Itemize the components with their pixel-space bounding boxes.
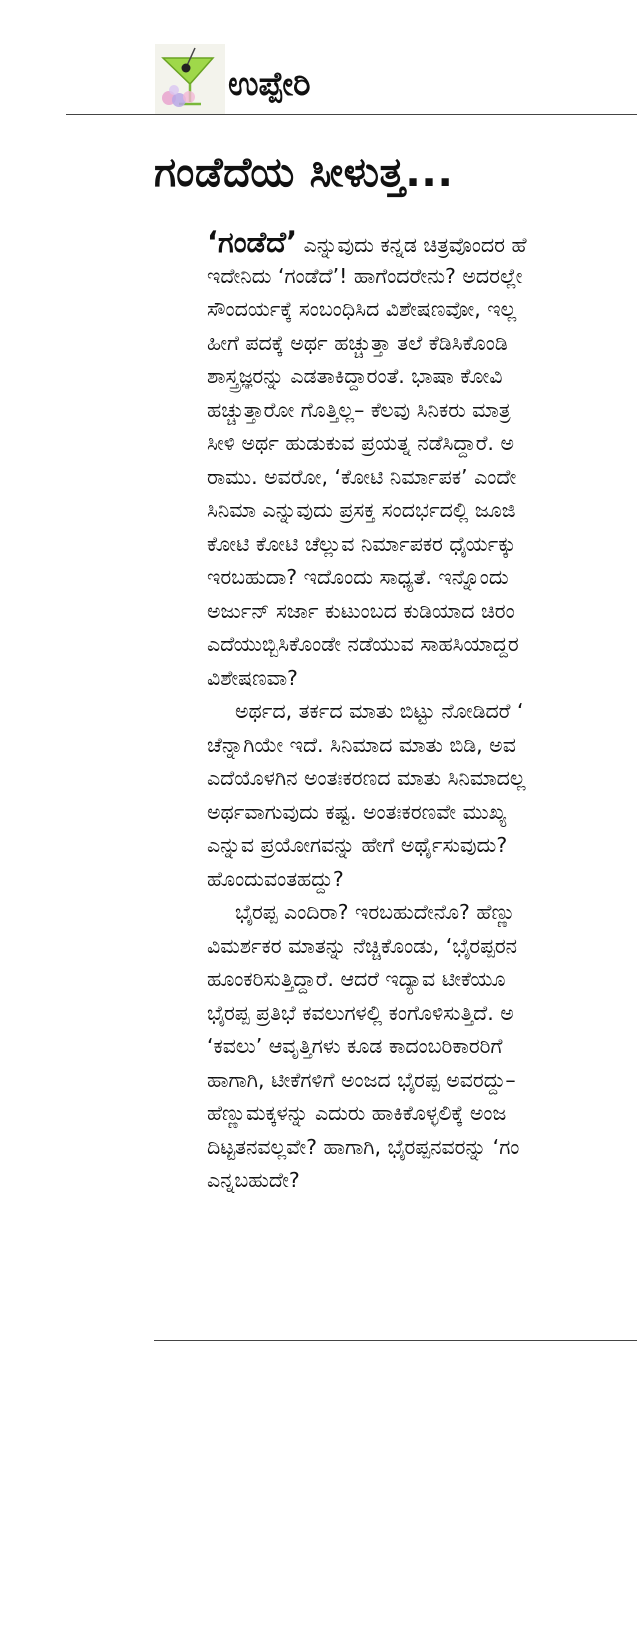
article-line bbox=[207, 528, 637, 562]
article-line bbox=[207, 427, 637, 461]
article-line bbox=[207, 1030, 637, 1064]
article-line-text: ಭೈರಪ್ಪ ಪ್ರತಿಭೆ ಕವಲುಗಳಲ್ಲಿ ಕಂಗೊಳಿಸುತ್ತಿದೆ. ಅ bbox=[207, 1000, 514, 1025]
article-line-text: ಭೈರಪ್ಪ ಎಂದಿರಾ? ಇರಬಹುದೇನೊ? ಹೆಣ್ಣು bbox=[235, 900, 516, 924]
section-name: ಉಪ್ಪೇರಿ bbox=[228, 64, 311, 103]
article-line bbox=[207, 327, 637, 361]
article-line-text: ಅರ್ಥದ, ತರ್ಕದ ಮಾತು ಬಿಟ್ಟು ನೋಡಿದರೆ ‘ bbox=[235, 699, 524, 723]
article-line-text: ಅರ್ಜುನ್ ಸರ್ಜಾ ಕುಟುಂಬದ ಕುಡಿಯಾದ ಚಿರಂ bbox=[207, 598, 515, 623]
article-line-text: ಸಿನಿಮಾ ಎನ್ನುವುದು ಪ್ರಸಕ್ತ ಸಂದರ್ಭದಲ್ಲಿ ಜೂಜಿ bbox=[207, 498, 516, 522]
article-line bbox=[207, 863, 637, 897]
article-line-text: ಶಾಸ್ತ್ರಜ್ಞರನ್ನು ಎಡತಾಕಿದ್ದಾರಂತೆ. ಭಾಷಾ ಕೋವಿ bbox=[207, 364, 503, 388]
article-line bbox=[207, 829, 637, 863]
article-line bbox=[207, 461, 637, 495]
article-line bbox=[207, 963, 637, 997]
article-line-text: ಎನ್ನಬಹುದೇ? bbox=[207, 1168, 300, 1192]
cocktail-glass-icon bbox=[155, 44, 225, 114]
article-line-text: ಹೀಗೆ ಪದಕ್ಕೆ ಅರ್ಥ ಹಚ್ಚುತ್ತಾ ತಲೆ ಕೆಡಿಸಿಕೊಂಡಿ bbox=[207, 330, 508, 355]
article-line bbox=[207, 260, 637, 294]
article-line bbox=[207, 595, 637, 629]
article-line-text: ‘ಕವಲು’ ಆವೃತ್ತಿಗಳು ಕೂಡ ಕಾದಂಬರಿಕಾರರಿಗೆ bbox=[207, 1034, 503, 1058]
article-line-text: ಅರ್ಥವಾಗುವುದು ಕಷ್ಟ. ಅಂತಃಕರಣವೇ ಮುಖ್ಯ bbox=[207, 799, 507, 824]
article-line-text: ಹೆಣ್ಣುಮಕ್ಕಳನ್ನು ಎದುರು ಹಾಕಿಕೊಳ್ಳಲಿಕ್ಕೆ ಅಂಜ bbox=[207, 1101, 507, 1125]
footer-divider bbox=[154, 1340, 637, 1341]
article-lead-word: ‘ಗಂಡೆದೆ’ bbox=[207, 226, 298, 259]
article-line bbox=[207, 1131, 637, 1165]
article-line-text: ಚೆನ್ನಾಗಿಯೇ ಇದೆ. ಸಿನಿಮಾದ ಮಾತು ಬಿಡಿ, ಅವ bbox=[207, 732, 516, 757]
article-line-text: ದಿಟ್ಟತನವಲ್ಲವೇ? ಹಾಗಾಗಿ, ಭೈರಪ್ಪನವರನ್ನು ‘ಗಂ bbox=[207, 1134, 520, 1159]
article-line-text: ವಿಮರ್ಶಕರ ಮಾತನ್ನು ನೆಚ್ಚಿಕೊಂಡು, ‘ಭೈರಪ್ಪರನ bbox=[207, 933, 518, 958]
article-line-text: ಹಾಗಾಗಿ, ಟೀಕೆಗಳಿಗೆ ಅಂಜದ ಭೈರಪ್ಪ ಅವರದ್ದು– bbox=[207, 1067, 516, 1092]
article-line-text: ಕೋಟಿ ಕೋಟಿ ಚೆಲ್ಲುವ ನಿರ್ಮಾಪಕರ ಧೈರ್ಯಕ್ಕು bbox=[207, 531, 516, 556]
article-line-text: ರಾಮು. ಅವರೋ, ‘ಕೋಟಿ ನಿರ್ಮಾಪಕ’ ಎಂದೇ bbox=[207, 464, 517, 489]
article-line bbox=[207, 226, 637, 260]
article-line bbox=[207, 494, 637, 528]
article-line-text: ಇದೇನಿದು ‘ಗಂಡೆದೆ’! ಹಾಗೆಂದರೇನು? ಅದರಲ್ಲೇ bbox=[207, 263, 523, 288]
article-line bbox=[207, 394, 637, 428]
article-line-text: ವಿಶೇಷಣವಾ? bbox=[207, 665, 298, 690]
article-line-text: ಎನ್ನುವುದು ಕನ್ನಡ ಚಿತ್ರವೊಂದರ ಹೆ bbox=[297, 233, 527, 257]
article-line bbox=[207, 762, 637, 796]
article-body bbox=[207, 226, 637, 1198]
article-line bbox=[207, 729, 637, 763]
article-line bbox=[207, 662, 637, 696]
article-line-text: ಎದೆಯೊಳಗಿನ ಅಂತಃಕರಣದ ಮಾತು ಸಿನಿಮಾದಲ್ಲ bbox=[207, 766, 526, 790]
header-divider bbox=[66, 114, 637, 115]
page-header bbox=[0, 0, 637, 116]
article-line-text: ಇರಬಹುದಾ? ಇದೊಂದು ಸಾಧ್ಯತೆ. ಇನ್ನೊಂದು bbox=[207, 565, 509, 589]
article-line bbox=[207, 930, 637, 964]
article-line-text: ಎದೆಯುಬ್ಬಿಸಿಕೊಂಡೇ ನಡೆಯುವ ಸಾಹಸಿಯಾದ್ದರ bbox=[207, 632, 519, 656]
article-line bbox=[207, 561, 637, 595]
article-line-text: ಹೊಂದುವಂತಹದ್ದು? bbox=[207, 866, 344, 891]
article-line bbox=[207, 628, 637, 662]
article-line-text: ಹಚ್ಚುತ್ತಾರೋ ಗೊತ್ತಿಲ್ಲ– ಕೆಲವು ಸಿನಿಕರು ಮಾತ್ರ bbox=[207, 397, 511, 422]
article-line-text: ಎನ್ನುವ ಪ್ರಯೋಗವನ್ನು ಹೇಗೆ ಅರ್ಥೈಸುವುದು? bbox=[207, 833, 508, 857]
article-line-text: ಸೀಳಿ ಅರ್ಥ ಹುಡುಕುವ ಪ್ರಯತ್ನ ನಡೆಸಿದ್ದಾರೆ. ಅ bbox=[207, 431, 514, 455]
article-title: ಗಂಡೆದೆಯ ಸೀಳುತ್ತ... bbox=[154, 148, 454, 196]
article-line bbox=[207, 997, 637, 1031]
article-line bbox=[207, 796, 637, 830]
article-line-text: ಹೂಂಕರಿಸುತ್ತಿದ್ದಾರೆ. ಆದರೆ ಇದ್ಯಾವ ಟೀಕೆಯೂ bbox=[207, 967, 506, 991]
article-line bbox=[207, 1064, 637, 1098]
article-line bbox=[207, 896, 637, 930]
article-line bbox=[207, 1164, 637, 1198]
article-line bbox=[207, 293, 637, 327]
article-line bbox=[207, 695, 637, 729]
article-line-text: ಸೌಂದರ್ಯಕ್ಕೆ ಸಂಬಂಧಿಸಿದ ವಿಶೇಷಣವೋ, ಇಲ್ಲ bbox=[207, 297, 517, 321]
article-line bbox=[207, 1097, 637, 1131]
article-line bbox=[207, 360, 637, 394]
